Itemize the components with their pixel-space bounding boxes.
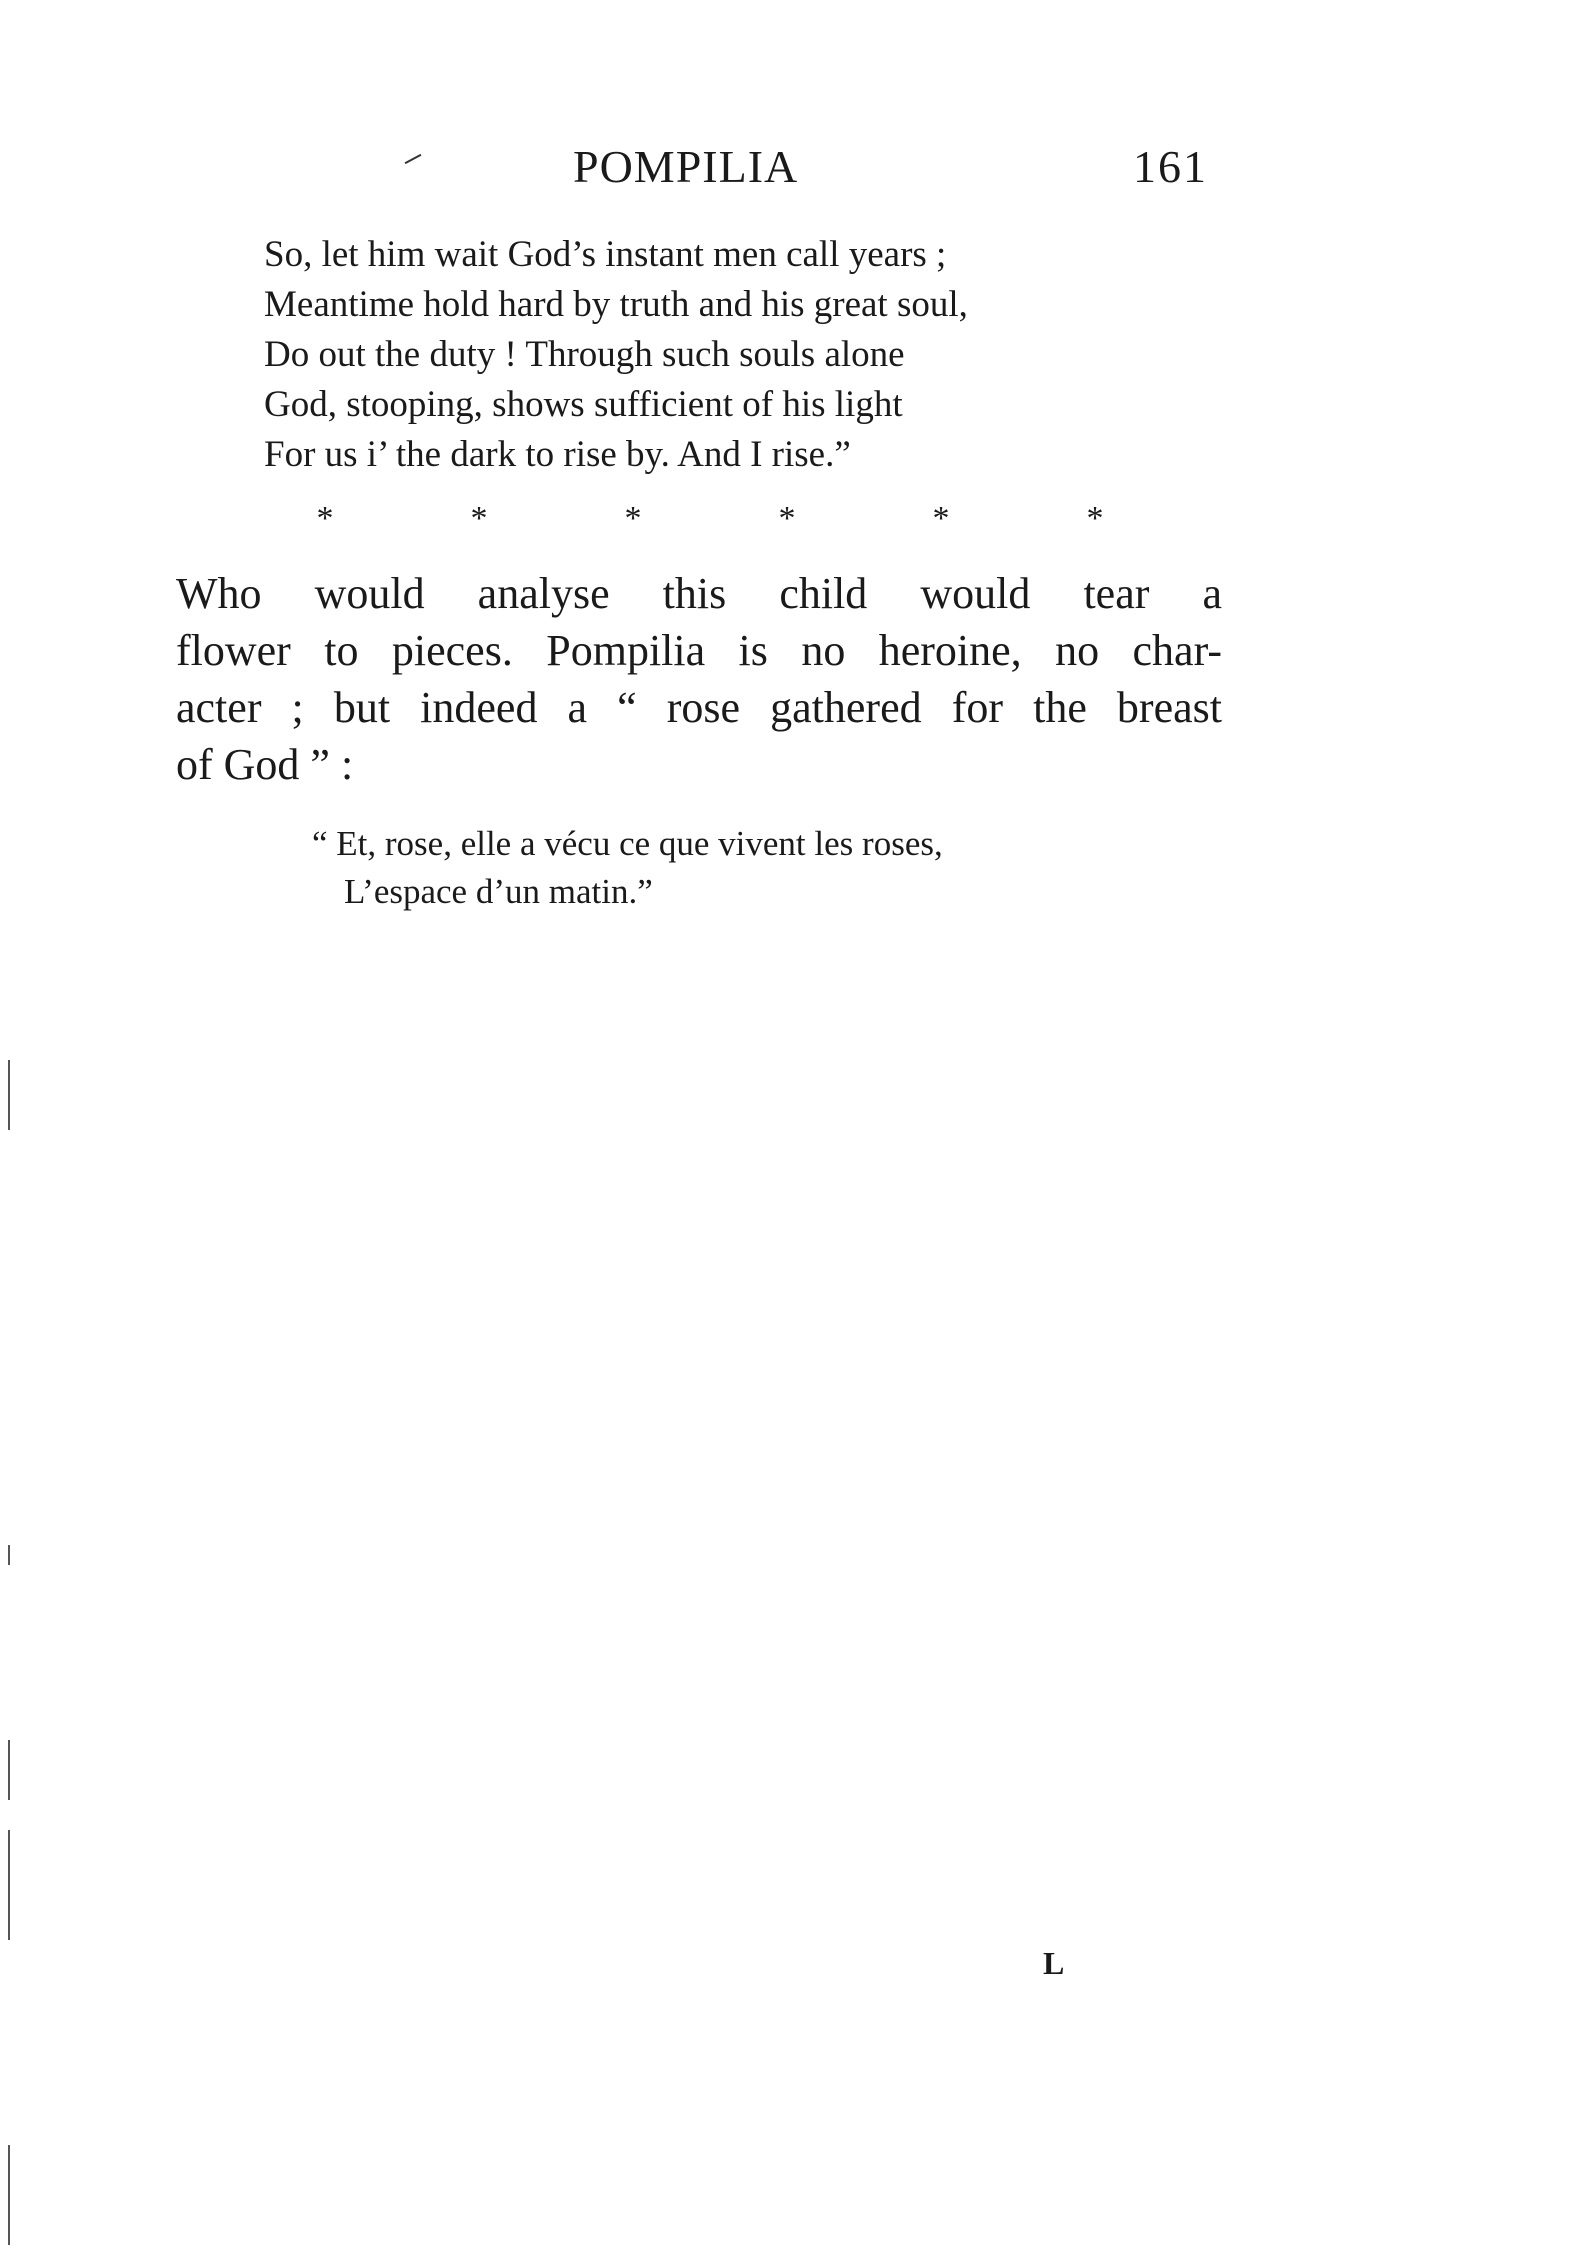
header-stray-mark	[405, 154, 422, 164]
separator-star: *	[624, 500, 642, 537]
verse-line: For us i’ the dark to rise by. And I rise.”	[264, 434, 851, 475]
french-quotation	[312, 820, 943, 916]
verse-line: Do out the duty ! Through such souls alone	[264, 334, 905, 375]
running-header-title: POMPILIA	[573, 141, 799, 192]
signature-mark: L	[1043, 1945, 1065, 1981]
scan-edge-mark	[8, 1830, 10, 1940]
separator-star: *	[470, 500, 488, 537]
verse-block	[264, 230, 968, 480]
page-number: 161	[1133, 141, 1208, 192]
verse-line: God, stooping, shows sufficient of his light	[264, 384, 903, 425]
scan-edge-mark	[8, 2145, 10, 2245]
verse-line: Meantime hold hard by truth and his great soul,	[264, 284, 968, 325]
verse-line: So, let him wait God’s instant men call years ;	[264, 234, 947, 275]
section-separator	[310, 500, 1110, 538]
quote-line: “ Et, rose, elle a vécu ce que vivent les roses,	[312, 824, 943, 863]
separator-star: *	[1086, 500, 1104, 537]
scan-edge-mark	[8, 1740, 10, 1800]
prose-line: acter ; but indeed a “ rose gathered for the breast	[176, 683, 1222, 732]
prose-line: of God ” :	[176, 740, 354, 789]
scan-edge-mark	[8, 1545, 10, 1565]
prose-paragraph	[176, 565, 1222, 793]
quote-line: L’espace d’un matin.”	[344, 872, 653, 911]
separator-star: *	[316, 500, 334, 537]
prose-line: Who would analyse this child would tear a	[176, 569, 1222, 618]
separator-star: *	[778, 500, 796, 537]
prose-line: flower to pieces. Pompilia is no heroine, no char-	[176, 626, 1222, 675]
separator-star: *	[932, 500, 950, 537]
scan-edge-mark	[8, 1060, 10, 1130]
